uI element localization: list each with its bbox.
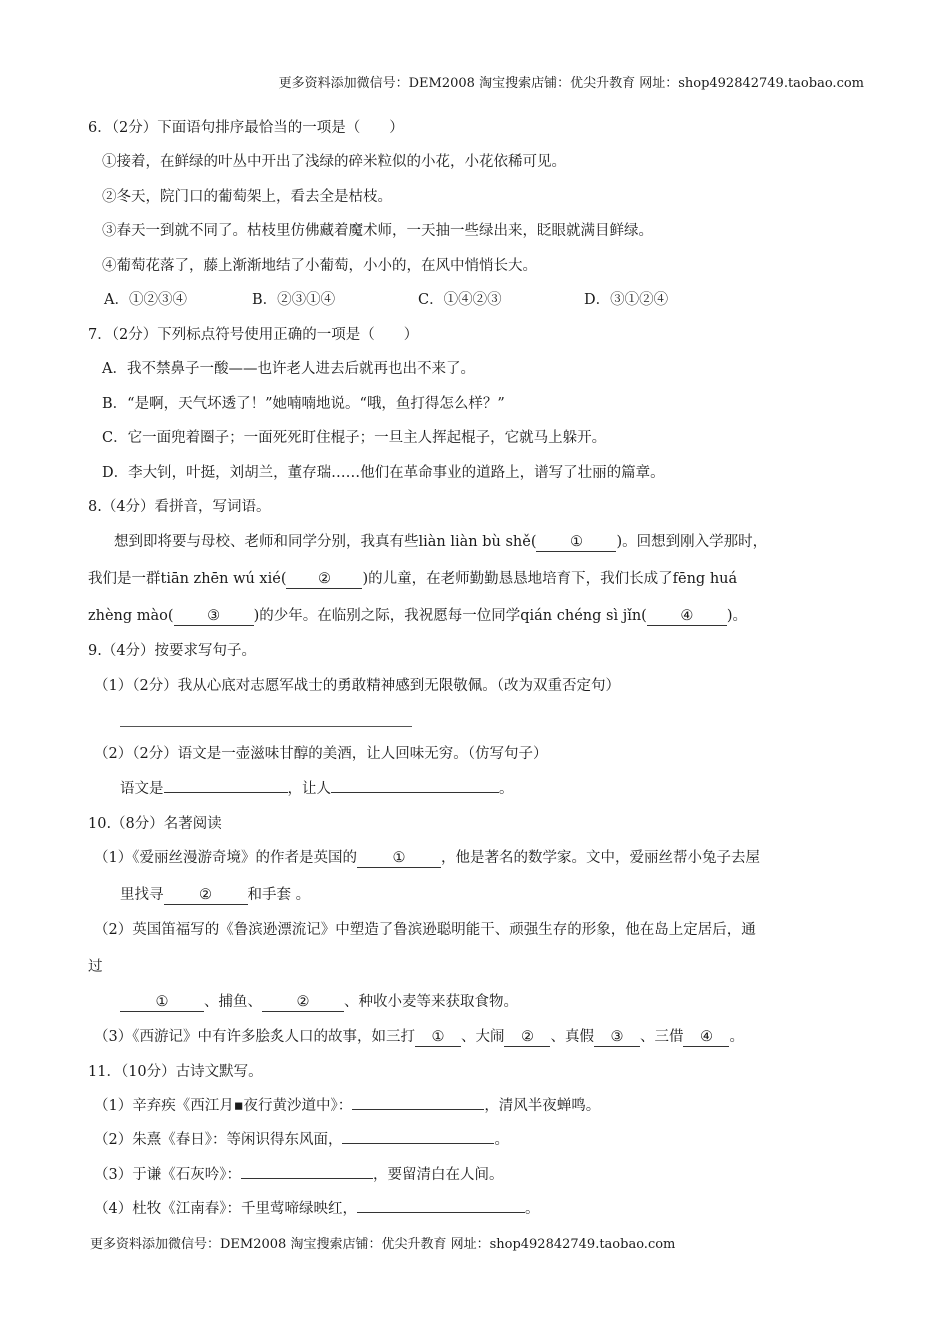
q10-blank-3[interactable]: ①: [120, 994, 204, 1012]
q8-text-3b: )的少年。在临别之际，我祝愿每一位同学qián chéng sì jǐn(: [253, 608, 647, 624]
q8-text-2a: 我们是一群tiān zhēn wú xié(: [88, 571, 287, 587]
q11-text-1a: （1）辛弃疾《西江月▪夜行黄沙道中》：: [94, 1098, 353, 1114]
q11-text-2b: 。: [494, 1132, 509, 1148]
q11-text-3a: （3）于谦《石灰吟》：: [94, 1167, 241, 1183]
q11-part-4: [94, 1199, 539, 1219]
q10-text-2d: 、种收小麦等来获取食物。: [344, 994, 518, 1010]
q6-option-a[interactable]: A．①②③④: [104, 292, 187, 308]
q10-blank-2[interactable]: ②: [164, 887, 248, 905]
q10-part-2: （2）英国笛福写的《鲁滨逊漂流记》中塑造了鲁滨逊聪明能干、顽强生存的形象，他在岛上定居后，通: [94, 922, 756, 938]
q10-text-1b: ，他是著名的数学家。文中，爱丽丝帮小兔子去屋: [440, 850, 760, 866]
q9-part-1: （1）（2分）我从心底对志愿军战士的勇敢精神感到无限敬佩。（改为双重否定句）: [94, 678, 620, 694]
q8-text-3c: )。: [726, 608, 748, 624]
q11-blank-2[interactable]: [342, 1143, 494, 1144]
q11-blank-4[interactable]: [357, 1212, 525, 1213]
page-header: 更多资料添加微信号：DEM2008 淘宝搜索店铺：优尖升教育 网址：shop492842749.taobao.com: [278, 76, 864, 91]
q8-line-2: [88, 569, 737, 589]
q11-blank-1[interactable]: [352, 1109, 484, 1110]
q9-part-2: （2）（2分）语文是一壶滋味甘醇的美酒，让人回味无穷。（仿写句子）: [94, 746, 548, 762]
q10-text-2c: 、捕鱼、: [204, 994, 262, 1010]
q6-sentence-3: ③春天一到就不同了。枯枝里仿佛藏着魔术师，一天抽一些绿出来，眨眼就满目鲜绿。: [102, 223, 653, 239]
q11-text-1b: ，清风半夜蝉鸣。: [484, 1098, 601, 1114]
q10-blank-5[interactable]: ①: [415, 1029, 461, 1047]
q10-text-3d: 、三借: [639, 1029, 684, 1045]
q8-line-3: [88, 606, 747, 626]
q6-option-d[interactable]: D．③①②④: [584, 292, 669, 308]
q7-option-c[interactable]: C．它一面兜着圈子；一面死死盯住棍子；一旦主人挥起棍子，它就马上躲开。: [102, 430, 607, 446]
q8-stem: 8.（4分）看拼音，写词语。: [88, 499, 271, 515]
q8-blank-4[interactable]: ④: [647, 608, 727, 626]
q11-part-3: [94, 1165, 503, 1185]
q10-text-3e: 。: [729, 1029, 744, 1045]
q9-blank-1[interactable]: [164, 792, 288, 793]
q8-blank-2[interactable]: ②: [286, 571, 362, 589]
q11-text-3b: ，要留清白在人间。: [372, 1167, 504, 1183]
q10-stem: 10.（8分）名著阅读: [88, 816, 222, 832]
q9-stem: 9.（4分）按要求写句子。: [88, 643, 257, 659]
q9-part-2-template: [120, 779, 514, 799]
q7-option-b[interactable]: B．“是啊，天气坏透了！”她喃喃地说。“哦，鱼打得怎么样？”: [102, 396, 505, 412]
q10-text-1c: 里找寻: [120, 887, 164, 903]
q10-part-2-blanks: [120, 992, 518, 1012]
q11-part-1: [94, 1096, 600, 1116]
q6-sentence-4: ④葡萄花落了，藤上渐渐地结了小葡萄，小小的，在风中悄悄长大。: [102, 258, 537, 274]
q6-option-b[interactable]: B．②③①④: [252, 292, 336, 308]
q8-text-1a: 想到即将要与母校、老师和同学分别，我真有些liàn liàn bù shě(: [114, 534, 537, 550]
q10-blank-4[interactable]: ②: [262, 994, 344, 1012]
q8-text-1b: )。回想到刚入学那时，: [616, 534, 768, 550]
q11-part-2: [94, 1130, 509, 1150]
q10-blank-1[interactable]: ①: [357, 850, 441, 868]
q10-part-2-cont: 过: [88, 959, 103, 975]
q7-stem: 7．（2分）下列标点符号使用正确的一项是（ ）: [88, 327, 419, 343]
q10-text-1d: 和手套 。: [247, 887, 311, 903]
q10-blank-8[interactable]: ④: [683, 1029, 729, 1047]
q9-text-a: 语文是: [120, 781, 164, 797]
q7-option-d[interactable]: D．李大钊，叶挺，刘胡兰，董存瑞……他们在革命事业的道路上，谱写了壮丽的篇章。: [102, 465, 665, 481]
q11-text-4a: （4）杜牧《江南春》：千里莺啼绿映红，: [94, 1201, 357, 1217]
q10-part-3: [94, 1027, 744, 1047]
q10-text-1a: （1）《爱丽丝漫游奇境》的作者是英国的: [94, 850, 357, 866]
q9-blank-2[interactable]: [331, 792, 499, 793]
q10-text-3c: 、真假: [550, 1029, 594, 1045]
q6-option-c[interactable]: C．①④②③: [418, 292, 502, 308]
q6-stem: 6．（2分）下面语句排序最恰当的一项是（ ）: [88, 120, 404, 136]
q8-text-3a: zhèng mào(: [88, 608, 174, 624]
q8-line-1: [114, 532, 767, 552]
q9-answer-line[interactable]: [120, 726, 412, 727]
q9-text-c: 。: [499, 781, 514, 797]
q6-sentence-2: ②冬天，院门口的葡萄架上，看去全是枯枝。: [102, 189, 392, 205]
q11-text-2a: （2）朱熹《春日》：等闲识得东风面，: [94, 1132, 343, 1148]
q8-blank-1[interactable]: ①: [536, 534, 616, 552]
q10-part-1-cont: [120, 885, 310, 905]
q10-blank-6[interactable]: ②: [504, 1029, 550, 1047]
q8-blank-3[interactable]: ③: [174, 608, 254, 626]
q8-text-2b: )的儿童，在老师勤勤恳恳地培育下，我们长成了fēng huá: [362, 571, 738, 587]
q7-option-a[interactable]: A．我不禁鼻子一酸——也许老人进去后就再也出不来了。: [102, 361, 475, 377]
q11-stem: 11．（10分）古诗文默写。: [88, 1064, 263, 1080]
page-footer: 更多资料添加微信号：DEM2008 淘宝搜索店铺：优尖升教育 网址：shop492842749.taobao.com: [90, 1237, 676, 1252]
q10-text-3a: （3）《西游记》中有许多脍炙人口的故事，如三打: [94, 1029, 415, 1045]
q10-blank-7[interactable]: ③: [594, 1029, 640, 1047]
q6-sentence-1: ①接着，在鲜绿的叶丛中开出了浅绿的碎米粒似的小花，小花依稀可见。: [102, 154, 566, 170]
q10-text-3b: 、大闹: [460, 1029, 505, 1045]
q11-blank-3[interactable]: [241, 1178, 373, 1179]
q9-text-b: ，让人: [287, 781, 331, 797]
q10-part-1: [94, 848, 760, 868]
q11-text-4b: 。: [524, 1201, 540, 1217]
